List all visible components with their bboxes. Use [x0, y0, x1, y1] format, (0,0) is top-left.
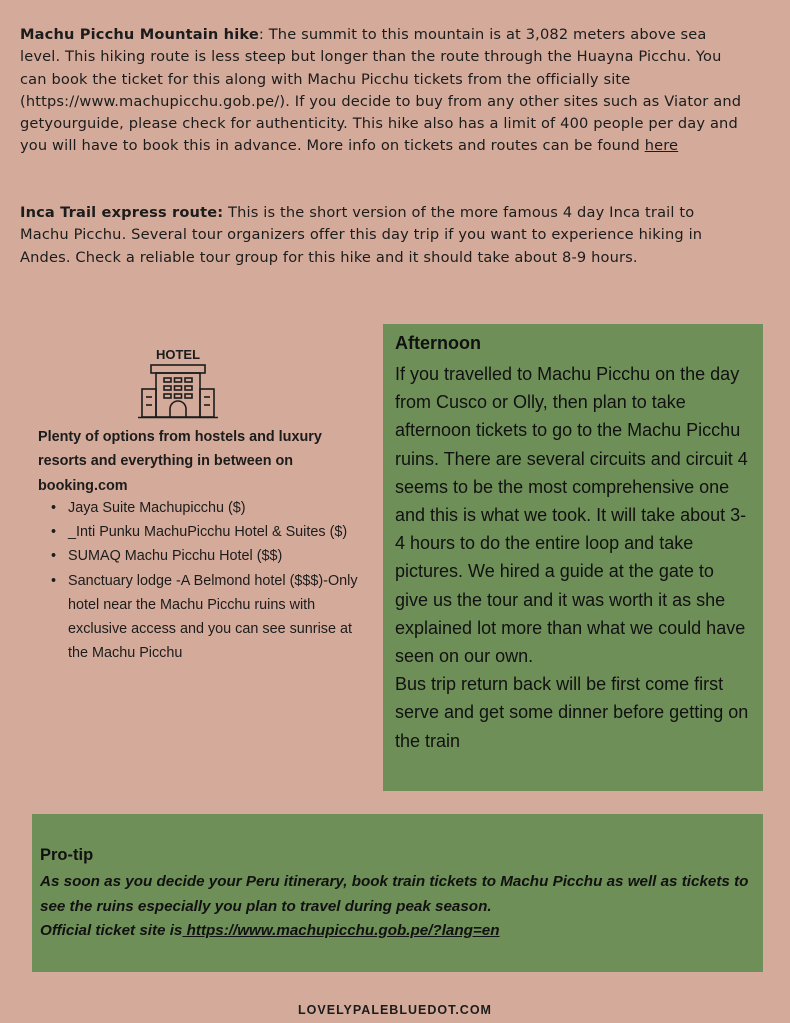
hotel-list-item: • _Inti Punku MachuPicchu Hotel & Suites ($) [38, 520, 358, 544]
here-link[interactable]: here [644, 137, 679, 155]
afternoon-title: Afternoon [395, 333, 481, 353]
hotel-icon-label: HOTEL [155, 347, 201, 362]
mountain-hike-paragraph [20, 24, 745, 158]
ticket-site-link[interactable]: https://www.machupicchu.gob.pe/?lang=en [182, 922, 500, 939]
pro-tip-site-label: Official ticket site is [40, 922, 183, 939]
inca-trail-paragraph [20, 202, 745, 269]
pro-tip-title: Pro-tip [40, 846, 94, 864]
hotel-list-item: • Sanctuary lodge -A Belmond hotel ($$$)-Only hotel near the Machu Picchu ruins with exclusive access and you can see sunrise at the Machu Picchu [38, 569, 358, 666]
hotel-list [38, 496, 358, 665]
hotel-list-item: • Jaya Suite Machupicchu ($) [38, 496, 358, 520]
pro-tip-text [40, 870, 755, 944]
mountain-hike-text: : The summit to this mountain is at 3,082 meters above sea level. This hiking route is less steep but longer than the route through the Huayna Picchu. You can book the ticket for this along with Machu Picchu tickets from the officially site (https://www.machupicchu.gob.pe/). If you decide to buy from any other sites such as Viator and getyourguide, please check for authenticity. This hike also has a limit of 400 people per day and you will have to book this in advance. More info on tickets and routes can be found [20, 26, 742, 155]
footer-site-name: LOVELYPALEBLUEDOT.COM [298, 1003, 492, 1017]
pro-tip-body: As soon as you decide your Peru itinerary, book train tickets to Machu Picchu as well as tickets to see the ruins especially you plan to travel during peak season. [40, 873, 749, 915]
inca-trail-text: This is the short version of the more famous 4 day Inca trail to Machu Picchu. Several tour organizers offer this day trip if you want to experience hiking in Andes. Check a reliable tour group for this hike and it should take about 8-9 hours. [20, 204, 703, 266]
hotel-intro-text: Plenty of options from hostels and luxury resorts and everything in between on booking.com [38, 429, 322, 494]
hotel-list-item: • SUMAQ Machu Picchu Hotel ($$) [38, 544, 358, 568]
afternoon-text-main: If you travelled to Machu Picchu on the day from Cusco or Olly, then plan to take afternoon tickets to go to the Machu Picchu ruins. There are several circuits and circuit 4 seems to be the most comprehensive one and this is what we took. It will take about 3-4 hours to do the entire loop and take pictures. We hired a guide at the gate to give us the tour and it was worth it as she explained lot more than what we could have seen on our own. [395, 364, 748, 667]
afternoon-text [395, 360, 751, 755]
inca-trail-title: Inca Trail express route: [20, 204, 224, 221]
pro-tip-box [32, 814, 763, 972]
mountain-hike-title: Machu Picchu Mountain hike [20, 26, 259, 43]
hotel-icon [136, 345, 220, 421]
afternoon-text-bus: Bus trip return back will be first come first serve and get some dinner before getting on the train [395, 674, 749, 751]
afternoon-box [383, 324, 763, 791]
